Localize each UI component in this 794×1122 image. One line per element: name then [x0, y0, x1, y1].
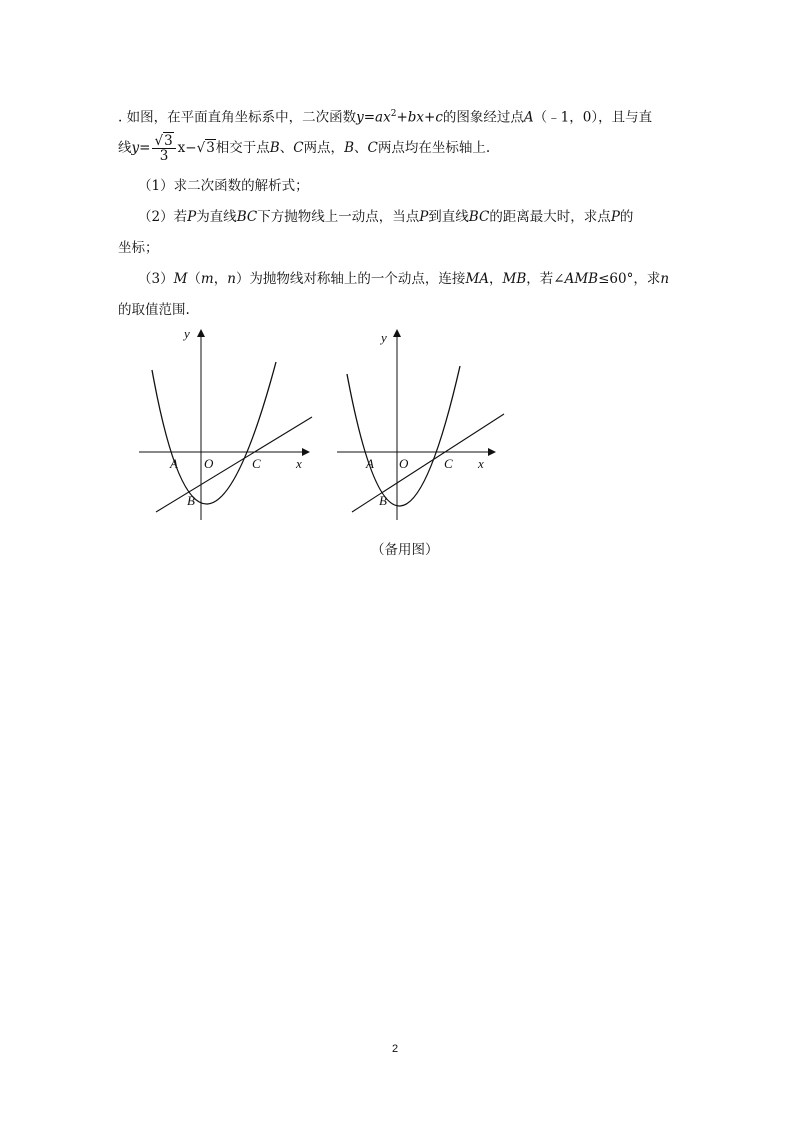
label-a: A: [170, 456, 178, 471]
question-2: （2）若P为直线BC下方抛物线上一动点，当点P到直线BC的距离最大时，求点P的: [138, 209, 634, 225]
label-b: B: [187, 493, 195, 508]
sqrt-3: √3: [196, 140, 215, 156]
label-x: x: [296, 456, 302, 471]
label-x: x: [478, 456, 484, 471]
label-a: A: [366, 456, 374, 471]
label-y: y: [184, 326, 190, 341]
label-c: C: [252, 456, 261, 471]
question-3: （3）M（m，n）为抛物线对称轴上的一个动点，连接MA，MB，若∠AMB≤60°，求n: [138, 271, 670, 287]
line-bc: [156, 417, 312, 512]
question-2-cont: 坐标；: [118, 240, 159, 256]
figure-main: [134, 322, 319, 527]
question-3-cont: 的取值范围.: [118, 302, 190, 318]
label-b: B: [379, 493, 387, 508]
label-o: O: [204, 456, 214, 471]
label-c: C: [444, 456, 453, 471]
label-y: y: [381, 330, 387, 345]
problem-line-1: . 如图，在平面直角坐标系中，二次函数$y=ax^2+bx+c$的图象经过点A（﹣1，0），且与直: [118, 109, 653, 126]
figure-backup: [332, 322, 517, 527]
problem-line-2: 线y= $\frac{√3}{3}$ x−√3相交于点B、C两点，B、C两点均在坐标轴上.: [118, 133, 491, 164]
question-1: （1）求二次函数的解析式；: [138, 178, 309, 194]
parabola: [347, 366, 460, 506]
page-number: 2: [392, 1043, 399, 1055]
label-o: O: [399, 456, 409, 471]
parabola: [152, 362, 276, 504]
fraction-sqrt3-over-3: $\frac{√3}{3}$: [152, 134, 175, 163]
figure-caption: （备用图）: [371, 542, 439, 558]
